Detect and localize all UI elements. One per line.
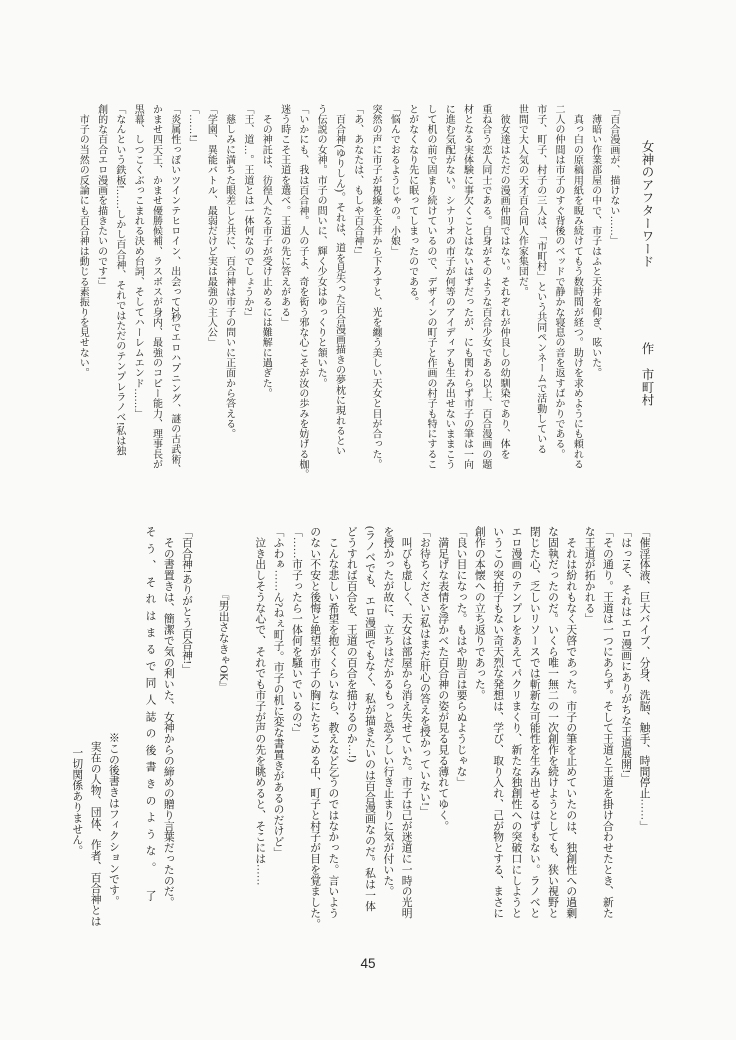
text-line: 「はっ!そ、それはエロ漫画にありがちな王道展開!」 <box>620 526 633 785</box>
text-line: 泣き出しそうな心で、それでも市子が声の先を眺めると、そこには…… <box>254 526 267 886</box>
text-line: 突然の声に市子が視線を天井から下ろすと、光を纏う美しい天女と目が合った。 <box>370 104 382 470</box>
text-line: 黒幕、しつこくぶっこまれる決め台詞、そしてハーレムエンド……」 <box>132 104 144 419</box>
title-column <box>636 140 658 440</box>
text-line: 創作の本懐への立ち返りであった。 <box>473 526 486 701</box>
title-block <box>636 140 658 440</box>
text-line: どうすれば百合を、王道の百合を描けるのか…!) <box>345 526 358 763</box>
page-title: 女神のアフターワード <box>640 140 654 268</box>
text-line: 重ね合う恋人同士である。自身がそのような百合少女である以上、百合漫画の題 <box>479 104 491 470</box>
text-line <box>123 526 141 946</box>
text-line: 二人の仲間は市子のすぐ背後のベッドで静かな寝息の音を返すばかりである。 <box>553 104 565 460</box>
text-line: 「お待ちください!私はまだ肝心の答えを授かっていない!」 <box>418 526 431 817</box>
text-line: 「ふわぁ……ん?ねぇ町子。市子の机に変な書置きがあるのだけど」 <box>272 526 285 858</box>
text-line: 「悩んでおるようじゃの。小娘」 <box>388 104 400 257</box>
text-line: 「いかにも、我は百合神。人の子よ、奇を衒う邪な心こそが汝の歩みを妨げる枷。 <box>296 104 308 480</box>
text-line: を授かったが故に、立ちはだかるもっと恐ろしい行き止まりに気が付いた。 <box>382 526 395 897</box>
text-line: 「その通り。王道は一つにあらず。そして王道と王道を掛け合わせたとき、新た <box>601 526 614 919</box>
text-line: のない不安と後悔と絶望が市子の胸にたちこめる中、町子と村子が目を覚ました。 <box>309 526 322 930</box>
text-line: 一切関係ありません。 <box>71 747 84 856</box>
text-line: 「百合神!ありがとう百合神!」 <box>181 526 194 676</box>
text-line: 材となる実体験に事欠くことはないはずだったが、にも関わらず市子の筆は一向 <box>461 104 473 470</box>
author-label: 作 <box>640 342 654 355</box>
text-line: な王道が拓かれる」 <box>583 526 596 625</box>
text-line: 「百合漫画が、描けない……」 <box>607 104 619 247</box>
text-line: 満足げな表情を浮かべた百合神の姿が見る見る薄れてゆく。 <box>437 526 450 832</box>
text-line: 創的な百合エロ漫画を描きたいのです!」 <box>95 104 107 291</box>
text-line: 世間で大人気の天才百合同人作家集団だ。 <box>516 104 528 297</box>
text-line: それは紛れもなく天啓であった。市子の筆を止めていたのは、独創性への過剰 <box>565 526 578 919</box>
text-line: その神託は、彷徨人たる市子が受け止めるには難解に過ぎた。 <box>260 104 272 399</box>
text-line: な固執だったのだ。いくら唯一無二の一次創作を続けようとしても、狭い視野と <box>547 526 560 919</box>
page-number: 45 <box>360 956 376 971</box>
text-line: 慈しみに満ちた眼差しと共に、百合神は市子の問いに正面から答える。 <box>223 104 235 439</box>
text-line: いうこの突拍子もない奇天烈な発想は、学び、取り入れ、己が物とする、まさに <box>492 526 505 919</box>
text-line <box>233 526 251 946</box>
text-line: 「催淫体液、巨大バイブ、分身、洗脳、触手、時間停止……」 <box>638 526 651 832</box>
text-line: (ラノベでも、エロ漫画でもなく、私が描きたいのは百合漫画なのだ。私は一体 <box>364 526 377 912</box>
text-line: とがなくなり先に眠ってしまったのである。 <box>406 104 418 307</box>
text-line: 百合神(ゆりしん)。それは、道を見失った百合漫画描きの夢枕に現れるとい <box>333 104 345 457</box>
text-line: かませ四天王、かませ優勝候補、ラスボスが身内、最強のコピー能力、理事長が <box>150 104 162 470</box>
text-line: ※この後書きはフィクションです。 <box>107 732 120 907</box>
text-line: 真っ白の原稿用紙を睨み続けてもう数時間が経つ。助けを求めようにも頼れる <box>571 104 583 470</box>
text-line: こんな悲しい希望を抱くくらいなら、教えなど乞うのではなかった。言いよう <box>327 526 340 919</box>
text-line: 『男出さなきゃOK』 <box>217 589 230 692</box>
text-line: その書置きは、簡潔で気の利いた、女神からの締めの贈り言葉だったのだ。 <box>162 526 175 908</box>
bottom-text-block <box>68 526 654 946</box>
text-line: 「学園、異能バトル、最弱だけど実は最強の主人公」 <box>205 104 217 348</box>
text-line: エロ漫画のテンプレをあえてパクリまくり、新たな独創性への突破口にしようと <box>510 526 523 919</box>
text-line: 「王、道…。王道とは一体何なのでしょうか?」 <box>241 104 253 322</box>
text-line <box>196 526 214 946</box>
text-line: 彼女達はただの漫画仲間ではない。それぞれが仲良しの幼馴染であり、体を <box>498 104 510 460</box>
text-line: 「あ、あなたは、もしや百合神!」 <box>351 104 363 260</box>
top-text-block <box>73 104 622 486</box>
text-line: 「……!」 <box>187 104 199 149</box>
text-line: 薄暗い作業部屋の中で、市子はふと天井を仰ぎ、呟いた。 <box>589 104 601 379</box>
text-line: に進む気配がない。シナリオの市子が何等のアイディアも生み出せないままこう <box>443 104 455 470</box>
author-name: 市町村 <box>640 367 654 407</box>
text-line: 閉じた心、乏しいリソースでは斬新な可能性を生み出せるはずもない。ラノベと <box>528 526 541 919</box>
text-line: 「……市子ったら一体何を騒いでいるの?」 <box>290 526 303 738</box>
text-line: 「良い目になった。もはや助言は要らぬようじゃな」 <box>455 526 468 788</box>
text-line: 「なんという鉄板!……しかし百合神、それではただのテンプレラノベ!私は独 <box>113 104 125 457</box>
text-line: 「炎属性っぽいツインテヒロイン、出会って2秒でエロハプニング、謎の古武術、 <box>168 104 180 475</box>
text-line: 市子の当然の反論にも百合神は動じる素振りを見せない。 <box>77 104 89 379</box>
text-line: そう、それはまるで同人誌の後書きのような。 了 <box>144 526 157 907</box>
text-line: 叫びも虚しく、天女は部屋から消え失せていた。市子は己が迷道に一時の光明 <box>400 526 413 919</box>
text-line: 市子、町子、村子の三人は、「市町村」という共同ペンネームで活動している <box>534 104 546 455</box>
text-line: して机の前で固まり続けているので、デザインの町子と作画の村子も特にするこ <box>424 104 436 470</box>
text-line: う伝説の女神。市子の問いに、輝く少女はゆっくりと頷いた。 <box>315 104 327 389</box>
text-line: 実在の人物、団体、作者、百合神とは <box>89 741 102 927</box>
text-line: 迷う時こそ王道を選べ。王道の先に答えがある」 <box>278 104 290 328</box>
